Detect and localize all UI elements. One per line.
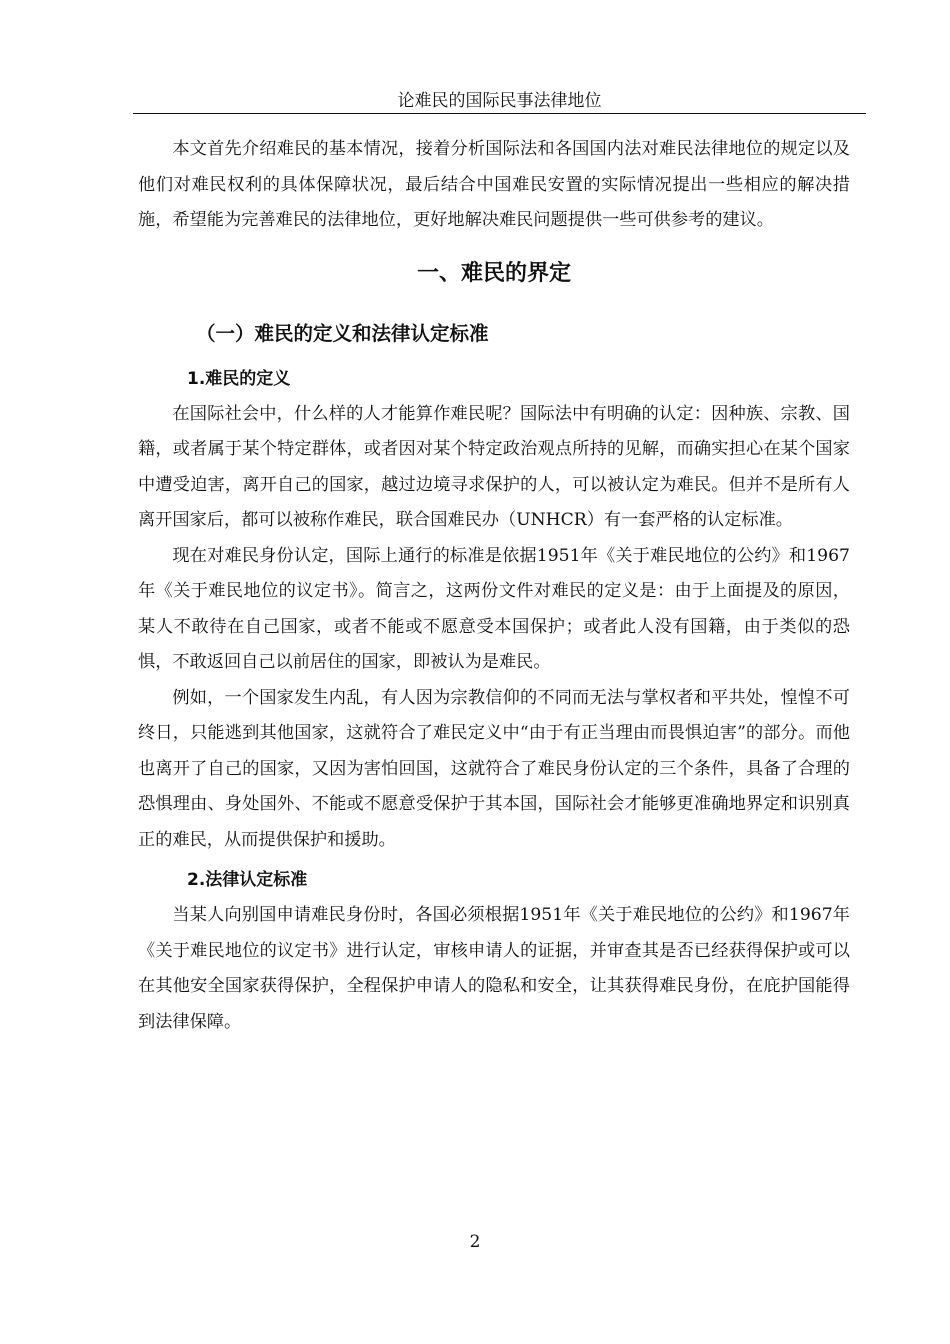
header-rule — [133, 113, 866, 114]
definition-paragraph-2: 现在对难民身份认定，国际上通行的标准是依据1951年《关于难民地位的公约》和1967年《关于难民地位的议定书》。简言之，这两份文件对难民的定义是：由于上面提及的原因，某人不敢待在自己国家，或者不能或不愿意受本国保护；或者此人没有国籍，由于类似的恐惧，不敢返回自己以前居住的国家，即被认为是难民。 — [138, 545, 850, 672]
subsection-heading: （一）难民的定义和法律认定标准 — [196, 321, 489, 345]
definition-paragraph-1: 在国际社会中，什么样的人才能算作难民呢？国际法中有明确的认定：因种族、宗教、国籍，或者属于某个特定群体，或者因对某个特定政治观点所持的见解，而确实担心在某个国家中遭受迫害，离开自己的国家，越过边境寻求保护的人，可以被认定为难民。但并不是所有人离开国家后，都可以被称作难民，联合国难民办（UNHCR）有一套严格的认定标准。 — [138, 403, 850, 530]
section-heading: 一、难民的界定 — [416, 260, 571, 286]
page-number: 2 — [469, 1232, 481, 1252]
definition-paragraph-3: 例如，一个国家发生内乱，有人因为宗教信仰的不同而无法与掌权者和平共处，惶惶不可终日，只能逃到其他国家，这就符合了难民定义中“由于有正当理由而畏惧迫害”的部分。而他也离开了自己的国家，又因为害怕回国，这就符合了难民身份认定的三个条件，具备了合理的恐惧理由、身处国外、不能或不愿意受保护于其本国，国际社会才能够更准确地界定和识别真正的难民，从而提供保护和援助。 — [138, 687, 850, 850]
item-heading-legal-standard: 2.法律认定标准 — [187, 870, 308, 890]
running-header: 论难民的国际民事法律地位 — [397, 91, 602, 111]
intro-paragraph: 本文首先介绍难民的基本情况，接着分析国际法和各国国内法对难民法律地位的规定以及他们对难民权利的具体保障状况，最后结合中国难民安置的实际情况提出一些相应的解决措施，希望能为完善难民的法律地位，更好地解决难民问题提供一些可供参考的建议。 — [138, 139, 850, 230]
legal-standard-paragraph: 当某人向别国申请难民身份时，各国必须根据1951年《关于难民地位的公约》和1967年《关于难民地位的议定书》进行认定，审核申请人的证据，并审查其是否已经获得保护或可以在其他安全国家获得保护，全程保护申请人的隐私和安全，让其获得难民身份，在庇护国能得到法律保障。 — [138, 905, 850, 1032]
item-heading-definition: 1.难民的定义 — [187, 368, 291, 389]
page-body — [138, 132, 850, 1040]
